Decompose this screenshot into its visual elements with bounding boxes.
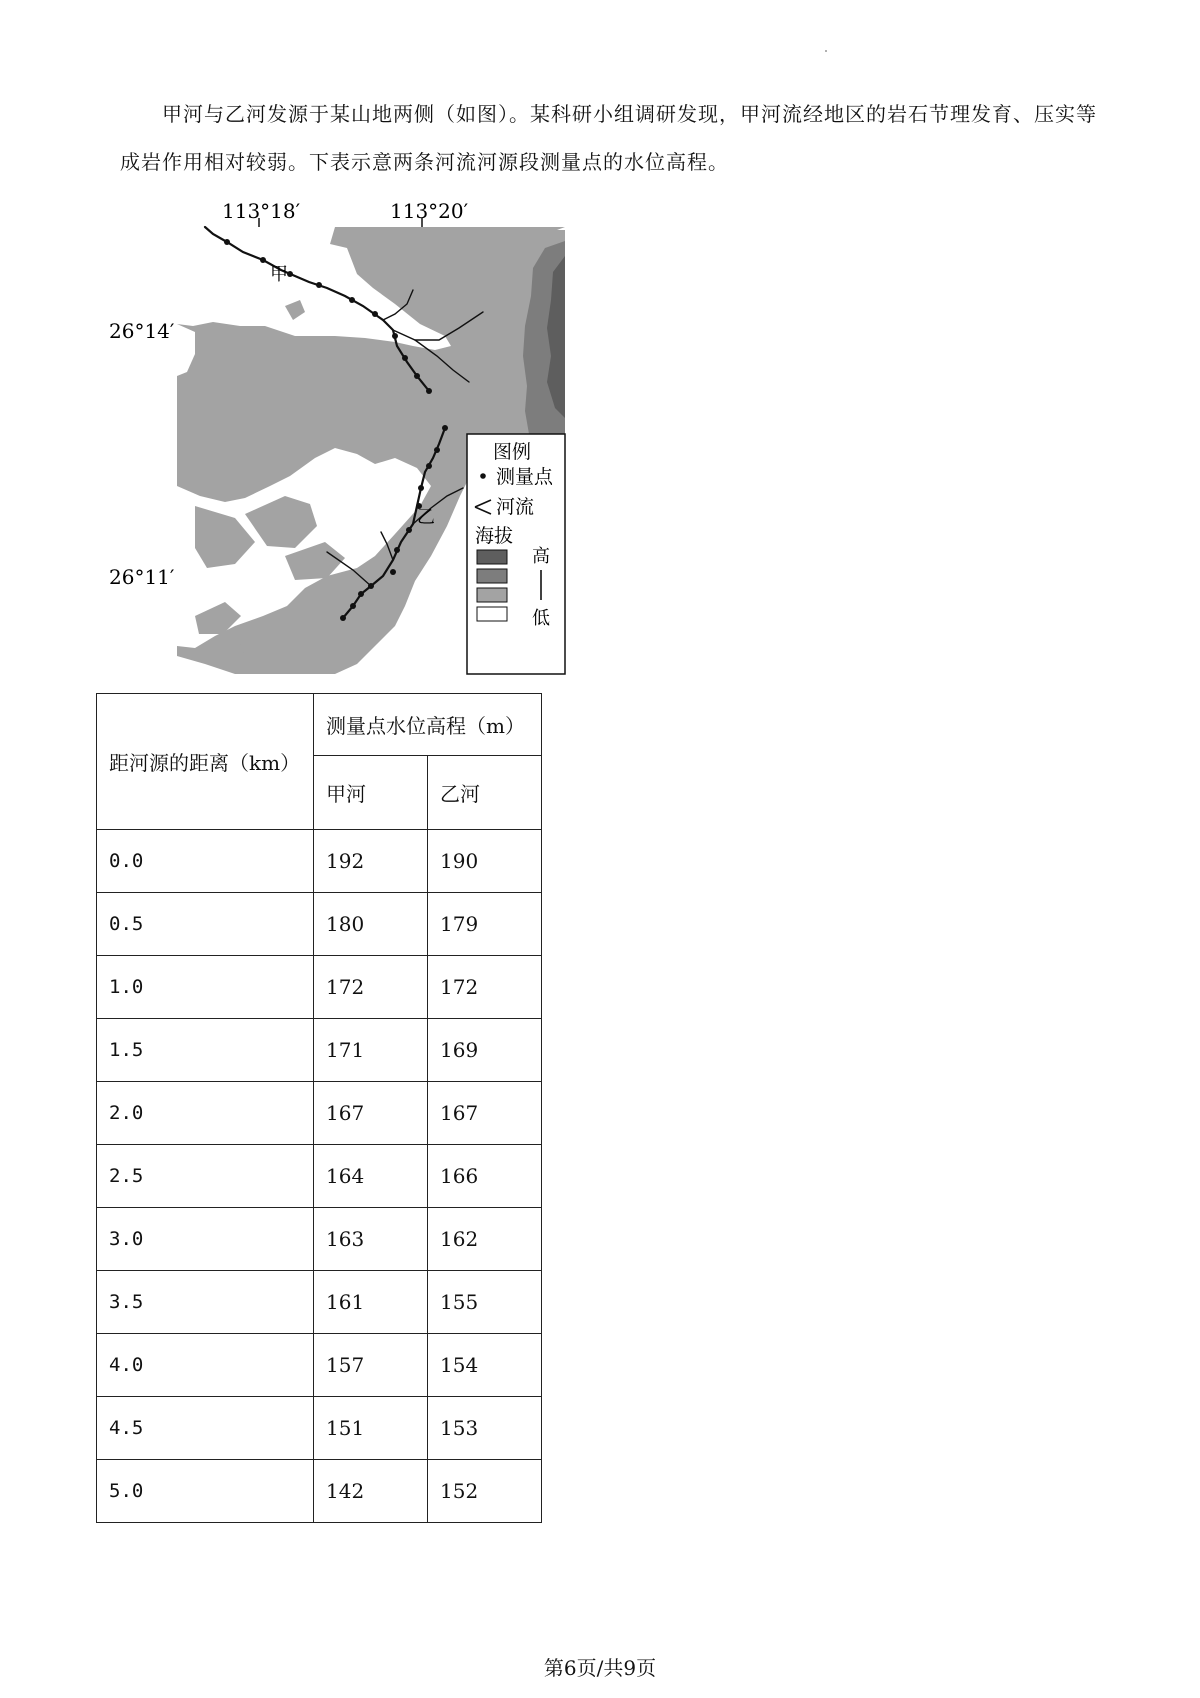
yi-cell: 162 — [428, 1208, 542, 1271]
legend-swatch-4 — [477, 607, 507, 621]
legend-swatch-1 — [477, 550, 507, 564]
yi-cell: 154 — [428, 1334, 542, 1397]
legend-title: 图例 — [493, 441, 532, 463]
yi-cell: 152 — [428, 1460, 542, 1523]
distance-cell: 0.0 — [97, 830, 314, 893]
table-row — [97, 956, 542, 1019]
legend-high-label: 高 — [532, 546, 550, 567]
yi-cell: 172 — [428, 956, 542, 1019]
jia-cell: 164 — [314, 1145, 428, 1208]
distance-cell: 3.5 — [97, 1271, 314, 1334]
header-yi: 乙河 — [428, 756, 542, 830]
terrain-map — [95, 196, 595, 682]
jia-cell: 142 — [314, 1460, 428, 1523]
intro-paragraph — [120, 90, 1110, 186]
intro-line-1: 甲河与乙河发源于某山地两侧（如图）。某科研小组调研发现，甲河流经地区的岩石节理发育、压实等 — [162, 102, 1097, 126]
distance-cell: 1.0 — [97, 956, 314, 1019]
jia-cell: 171 — [314, 1019, 428, 1082]
page-footer: 第6页/共9页 — [543, 1656, 657, 1680]
distance-cell: 4.5 — [97, 1397, 314, 1460]
yi-cell: 167 — [428, 1082, 542, 1145]
yi-cell: 179 — [428, 893, 542, 956]
header-jia: 甲河 — [314, 756, 428, 830]
intro-line-2: 成岩作用相对较弱。下表示意两条河流河源段测量点的水位高程。 — [120, 150, 729, 174]
lat-label-2: 26°11′ — [109, 565, 175, 589]
distance-cell: 3.0 — [97, 1208, 314, 1271]
river-yi-label: 乙 — [417, 507, 435, 528]
table-row — [97, 1271, 542, 1334]
legend-elevation-title: 海拔 — [475, 525, 514, 547]
table-row — [97, 1082, 542, 1145]
page-speck — [825, 50, 827, 52]
legend-river-label: 河流 — [496, 496, 535, 518]
distance-cell: 1.5 — [97, 1019, 314, 1082]
jia-cell: 161 — [314, 1271, 428, 1334]
jia-cell: 180 — [314, 893, 428, 956]
jia-cell: 163 — [314, 1208, 428, 1271]
distance-cell: 2.5 — [97, 1145, 314, 1208]
jia-cell: 172 — [314, 956, 428, 1019]
jia-cell: 157 — [314, 1334, 428, 1397]
jia-cell: 167 — [314, 1082, 428, 1145]
water-level-table — [96, 693, 542, 1523]
table-row — [97, 1145, 542, 1208]
legend-low-label: 低 — [532, 608, 550, 629]
header-distance: 距河源的距离（km） — [97, 694, 314, 830]
legend-swatch-2 — [477, 569, 507, 583]
jia-cell: 192 — [314, 830, 428, 893]
yi-cell: 153 — [428, 1397, 542, 1460]
distance-cell: 0.5 — [97, 893, 314, 956]
table-row — [97, 1019, 542, 1082]
legend-point-label: 测量点 — [496, 466, 554, 488]
legend-swatch-3 — [477, 588, 507, 602]
lat-label-1: 26°14′ — [109, 319, 175, 343]
header-water-level: 测量点水位高程（m） — [314, 694, 542, 756]
table-row — [97, 1208, 542, 1271]
lon-label-2: 113°20′ — [390, 199, 469, 223]
table-row — [97, 830, 542, 893]
yi-cell: 169 — [428, 1019, 542, 1082]
jia-cell: 151 — [314, 1397, 428, 1460]
distance-cell: 4.0 — [97, 1334, 314, 1397]
table-row — [97, 1334, 542, 1397]
distance-cell: 5.0 — [97, 1460, 314, 1523]
lon-label-1: 113°18′ — [222, 199, 301, 223]
river-jia-label: 甲 — [270, 264, 288, 285]
yi-cell: 155 — [428, 1271, 542, 1334]
table-row — [97, 1460, 542, 1523]
distance-cell: 2.0 — [97, 1082, 314, 1145]
table-row — [97, 1397, 542, 1460]
yi-cell: 190 — [428, 830, 542, 893]
map-legend — [467, 434, 565, 674]
table-row — [97, 893, 542, 956]
yi-cell: 166 — [428, 1145, 542, 1208]
